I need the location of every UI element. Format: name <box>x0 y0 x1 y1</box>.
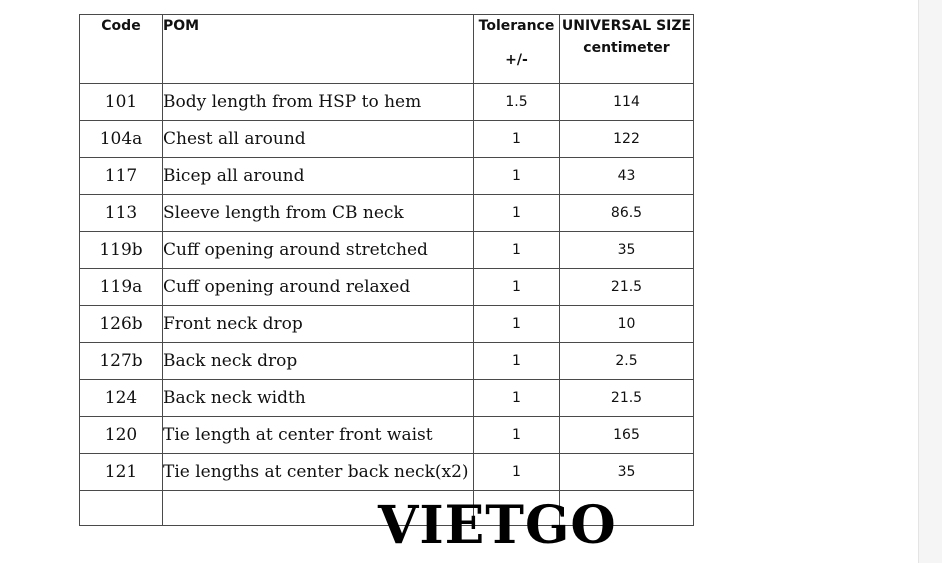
cell-pom: Chest all around <box>163 121 474 158</box>
cell-tolerance: 1 <box>474 306 560 343</box>
cell-tolerance: 1 <box>474 195 560 232</box>
cell-size: 114 <box>560 84 694 121</box>
cell-tolerance: 1 <box>474 269 560 306</box>
header-code: Code <box>80 15 163 84</box>
vietgo-watermark: VIETGO <box>378 495 617 556</box>
cell-pom: Back neck drop <box>163 343 474 380</box>
cell-pom: Front neck drop <box>163 306 474 343</box>
cell-code: 119a <box>80 269 163 306</box>
cell-code: 119b <box>80 232 163 269</box>
cell-size: 122 <box>560 121 694 158</box>
cell-code: 117 <box>80 158 163 195</box>
table-row <box>80 84 694 121</box>
cell-code: 104a <box>80 121 163 158</box>
cell-size: 10 <box>560 306 694 343</box>
cell-pom: Back neck width <box>163 380 474 417</box>
cell-tolerance: 1.5 <box>474 84 560 121</box>
header-tolerance <box>474 15 560 84</box>
cell-size: 35 <box>560 232 694 269</box>
cell-size: 35 <box>560 454 694 491</box>
table-row <box>80 121 694 158</box>
cell-code: 127b <box>80 343 163 380</box>
cell-size: 165 <box>560 417 694 454</box>
header-size-unit: centimeter <box>583 40 670 56</box>
table-row <box>80 158 694 195</box>
table-row <box>80 269 694 306</box>
cell-pom: Bicep all around <box>163 158 474 195</box>
cell-pom: Cuff opening around stretched <box>163 232 474 269</box>
table-row <box>80 454 694 491</box>
header-row <box>80 15 694 84</box>
cell-size: 21.5 <box>560 269 694 306</box>
cell-code: 113 <box>80 195 163 232</box>
cell-code: 124 <box>80 380 163 417</box>
table-row <box>80 343 694 380</box>
cell-size: 86.5 <box>560 195 694 232</box>
cell-pom: Cuff opening around relaxed <box>163 269 474 306</box>
header-tolerance-title: Tolerance <box>478 18 555 34</box>
cell-tolerance: 1 <box>474 121 560 158</box>
cell-pom: Tie length at center front waist <box>163 417 474 454</box>
measurement-spec-table <box>79 14 694 526</box>
cell-pom: Body length from HSP to hem <box>163 84 474 121</box>
cell-code: 101 <box>80 84 163 121</box>
cell-size: 43 <box>560 158 694 195</box>
cell-tolerance: 1 <box>474 417 560 454</box>
cell-size: 2.5 <box>560 343 694 380</box>
table-row <box>80 232 694 269</box>
cell-pom: Tie lengths at center back neck(x2) <box>163 454 474 491</box>
cell-size: 21.5 <box>560 380 694 417</box>
cell-tolerance: 1 <box>474 454 560 491</box>
table-row <box>80 195 694 232</box>
cell-pom: Sleeve length from CB neck <box>163 195 474 232</box>
header-pom: POM <box>163 15 474 84</box>
cell-tolerance: 1 <box>474 380 560 417</box>
cell-code: 121 <box>80 454 163 491</box>
header-tolerance-unit: +/- <box>505 52 528 68</box>
cell-code: 126b <box>80 306 163 343</box>
header-size-title: UNIVERSAL SIZE <box>561 18 692 34</box>
table-row <box>80 417 694 454</box>
table-body <box>80 84 694 526</box>
table-row <box>80 380 694 417</box>
header-universal-size <box>560 15 694 84</box>
cell-tolerance: 1 <box>474 343 560 380</box>
cell-tolerance: 1 <box>474 232 560 269</box>
page-edge <box>918 0 942 563</box>
cell-code: 120 <box>80 417 163 454</box>
cell-tolerance: 1 <box>474 158 560 195</box>
table-row <box>80 306 694 343</box>
